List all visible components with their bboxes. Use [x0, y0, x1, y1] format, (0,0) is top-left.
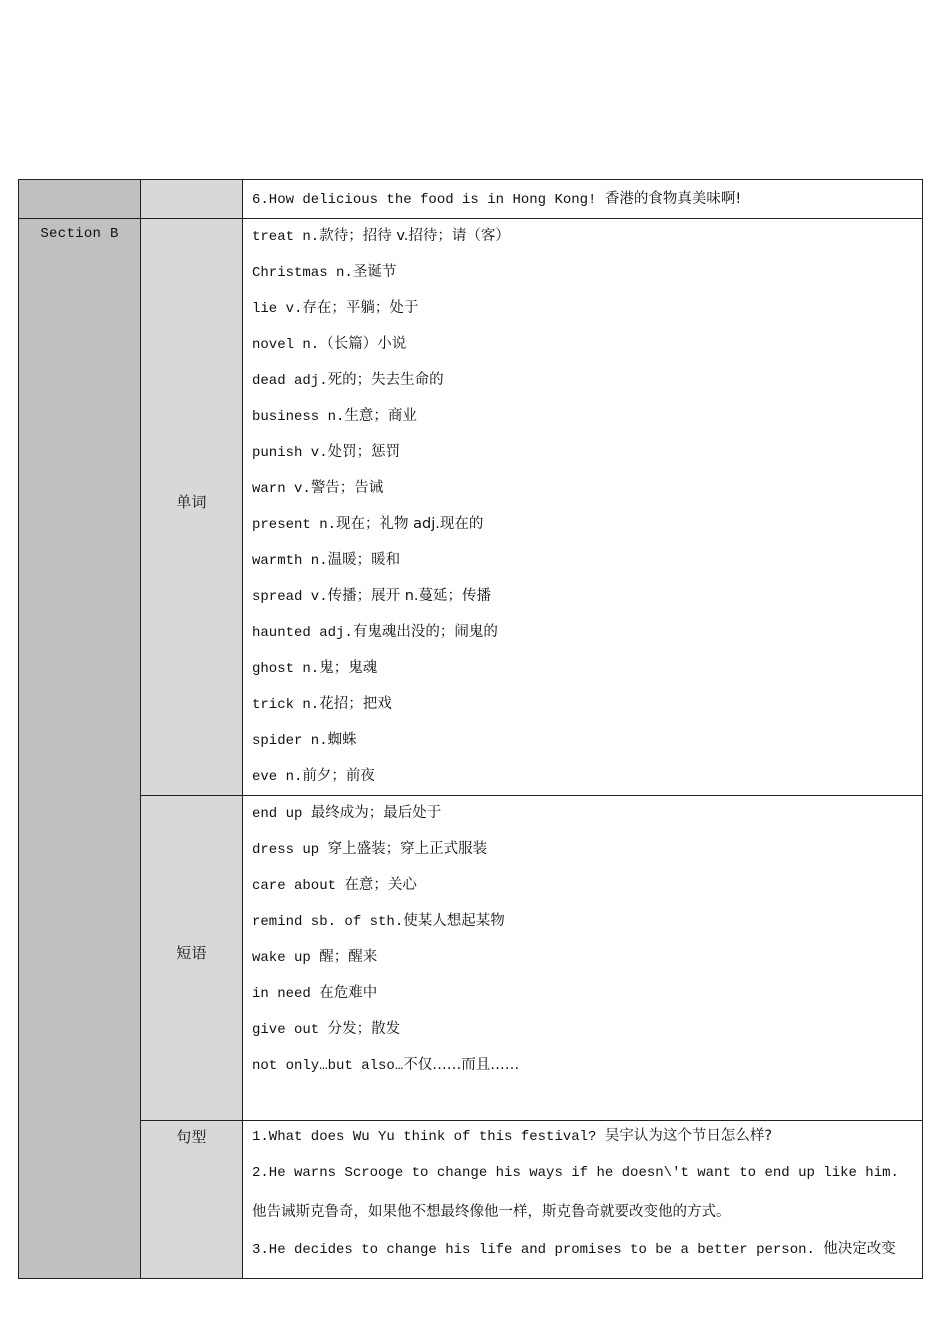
word-item	[252, 514, 914, 550]
phrases-list	[252, 803, 914, 1091]
phrase-item	[252, 875, 914, 911]
top-row-content-cell	[242, 179, 923, 219]
word-item	[252, 406, 914, 442]
word-item	[252, 694, 914, 730]
top-row-category-cell	[140, 179, 243, 219]
word-english: haunted adj.	[252, 625, 353, 641]
phrase-english: not only…but also…	[252, 1058, 404, 1074]
phrase-chinese: 使某人想起某物	[403, 913, 505, 929]
word-chinese: 款待；招待 v.招待；请（客）	[319, 228, 510, 244]
word-item	[252, 226, 914, 262]
word-chinese: 现在；礼物 adj.现在的	[336, 516, 484, 532]
word-english: warmth n.	[252, 553, 328, 569]
sentence-item	[252, 1202, 914, 1239]
word-chinese: 传播；展开 n.蔓延；传播	[327, 588, 492, 604]
phrase-chinese: 最终成为；最后处于	[310, 805, 442, 821]
word-chinese: （长篇）小说	[319, 336, 407, 352]
vocabulary-table	[18, 179, 923, 1279]
sentence-english: 3.He decides to change his life and promises to be a better person.	[252, 1242, 824, 1258]
phrase-english: wake up	[252, 950, 320, 966]
phrase-chinese: 在危难中	[319, 985, 378, 1001]
top-row-section-cell	[18, 179, 141, 219]
phrase-chinese: 在意；关心	[344, 877, 417, 893]
phrase-item	[252, 983, 914, 1019]
word-english: punish v.	[252, 445, 328, 461]
sentences-content-cell	[242, 1120, 923, 1279]
word-english: trick n.	[252, 697, 320, 713]
words-content-cell	[242, 218, 923, 796]
phrase-chinese: 醒；醒来	[319, 949, 378, 965]
word-english: treat n.	[252, 229, 320, 245]
sentence-item	[252, 1239, 914, 1275]
word-chinese: 生意；商业	[344, 408, 417, 424]
word-chinese: 存在；平躺；处于	[302, 300, 419, 316]
sentences-list	[252, 1126, 914, 1275]
sentences-category-cell	[140, 1120, 243, 1279]
phrase-item	[252, 1019, 914, 1055]
word-item	[252, 550, 914, 586]
word-item	[252, 442, 914, 478]
words-category-cell	[140, 218, 243, 796]
phrase-item	[252, 1055, 914, 1091]
word-chinese: 蜘蛛	[327, 732, 357, 748]
word-english: ghost n.	[252, 661, 320, 677]
word-item	[252, 622, 914, 658]
phrase-english: end up	[252, 806, 311, 822]
phrase-chinese: 分发；散发	[327, 1021, 401, 1037]
word-item	[252, 586, 914, 622]
word-item	[252, 262, 914, 298]
word-chinese: 花招；把戏	[319, 696, 392, 712]
sentence-item	[252, 1126, 914, 1162]
word-item	[252, 370, 914, 406]
word-english: dead adj.	[252, 373, 328, 389]
phrase-english: dress up	[252, 842, 328, 858]
word-chinese: 有鬼魂出没的；闹鬼的	[352, 624, 498, 640]
phrases-category-cell	[140, 795, 243, 1121]
word-item	[252, 334, 914, 370]
sentence-chinese: 他决定改变	[823, 1241, 896, 1257]
word-english: Christmas n.	[252, 265, 353, 281]
word-english: business n.	[252, 409, 345, 425]
words-label: 单词	[176, 493, 207, 511]
word-chinese: 前夕；前夜	[302, 768, 375, 784]
section-b-label: Section B	[40, 226, 119, 242]
sentence-english: 2.He warns Scrooge to change his ways if he doesn\'t want to end up like him.	[252, 1165, 899, 1181]
word-chinese: 处罚；惩罚	[327, 444, 401, 460]
word-english: spread v.	[252, 589, 328, 605]
section-b-cell	[18, 218, 141, 1279]
word-english: present n.	[252, 517, 337, 533]
top-row-sentence: 6.How delicious the food is in Hong Kong! 香港的食物真美味啊!	[252, 191, 742, 208]
phrase-item	[252, 803, 914, 839]
phrase-item	[252, 947, 914, 983]
word-item	[252, 478, 914, 514]
phrase-chinese: 穿上盛装；穿上正式服装	[327, 841, 488, 857]
words-list	[252, 226, 914, 802]
phrase-item	[252, 911, 914, 947]
phrase-english: remind sb. of sth.	[252, 914, 404, 930]
word-chinese: 死的；失去生命的	[327, 372, 444, 388]
word-english: spider n.	[252, 733, 328, 749]
sentence-english: 1.What does Wu Yu think of this festival?	[252, 1129, 605, 1145]
phrases-label: 短语	[176, 944, 207, 962]
word-chinese: 警告；告诫	[310, 480, 384, 496]
word-item	[252, 658, 914, 694]
sentence-item	[252, 1162, 914, 1202]
sentences-label: 句型	[176, 1128, 207, 1146]
word-chinese: 鬼；鬼魂	[319, 660, 378, 676]
phrase-english: in need	[252, 986, 320, 1002]
sentence-chinese: 他告诫斯克鲁奇，如果他不想最终像他一样，斯克鲁奇就要改变他的方式。	[252, 1204, 731, 1220]
phrase-item	[252, 839, 914, 875]
word-english: eve n.	[252, 769, 303, 785]
word-chinese: 温暖；暖和	[327, 552, 401, 568]
phrase-english: care about	[252, 878, 345, 894]
phrases-content-cell	[242, 795, 923, 1121]
word-chinese: 圣诞节	[352, 264, 397, 280]
word-english: novel n.	[252, 337, 320, 353]
word-english: lie v.	[252, 301, 303, 317]
word-item	[252, 298, 914, 334]
sentence-chinese: 吴宇认为这个节日怎么样?	[604, 1128, 773, 1144]
word-english: warn v.	[252, 481, 311, 497]
phrase-chinese: 不仅……而且……	[403, 1057, 520, 1073]
phrase-english: give out	[252, 1022, 328, 1038]
word-item	[252, 730, 914, 766]
